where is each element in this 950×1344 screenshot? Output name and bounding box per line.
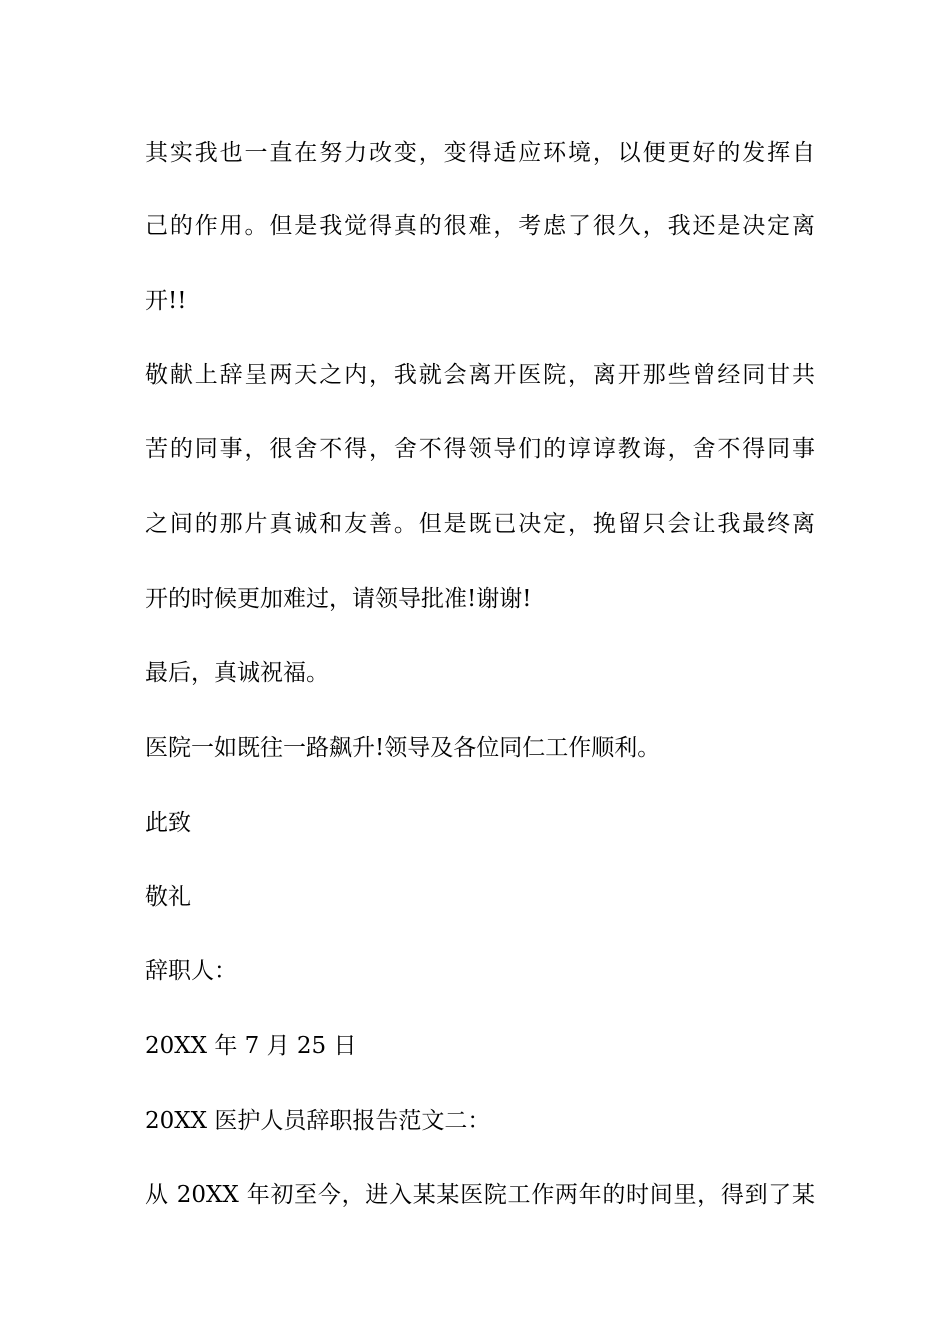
paragraph-line: 医院一如既往一路飙升!领导及各位同仁工作顺利。 (145, 735, 661, 761)
closing-regards: 敬礼 (145, 884, 191, 910)
date-line: 20XX 年 7 月 25 日 (145, 1033, 357, 1059)
paragraph-line: 开的时候更加难过，请领导批准!谢谢! (145, 586, 532, 612)
closing-salutation: 此致 (145, 810, 191, 836)
paragraph-line: 其实我也一直在努力改变，变得适应环境，以便更好的发挥自 (145, 140, 815, 166)
paragraph-line: 最后，真诚祝福。 (145, 660, 329, 686)
paragraph-line: 之间的那片真诚和友善。但是既已决定，挽留只会让我最终离 (145, 511, 815, 537)
paragraph-line: 从 20XX 年初至今，进入某某医院工作两年的时间里，得到了某 (145, 1182, 815, 1208)
paragraph-line: 苦的同事，很舍不得，舍不得领导们的谆谆教诲，舍不得同事 (145, 436, 815, 462)
signature-label: 辞职人： (145, 958, 237, 984)
paragraph-line: 开!! (145, 288, 187, 314)
section-heading: 20XX 医护人员辞职报告范文二： (145, 1108, 491, 1134)
paragraph-line: 敬献上辞呈两天之内，我就会离开医院，离开那些曾经同甘共 (145, 362, 815, 388)
paragraph-line: 己的作用。但是我觉得真的很难，考虑了很久，我还是决定离 (145, 213, 815, 239)
